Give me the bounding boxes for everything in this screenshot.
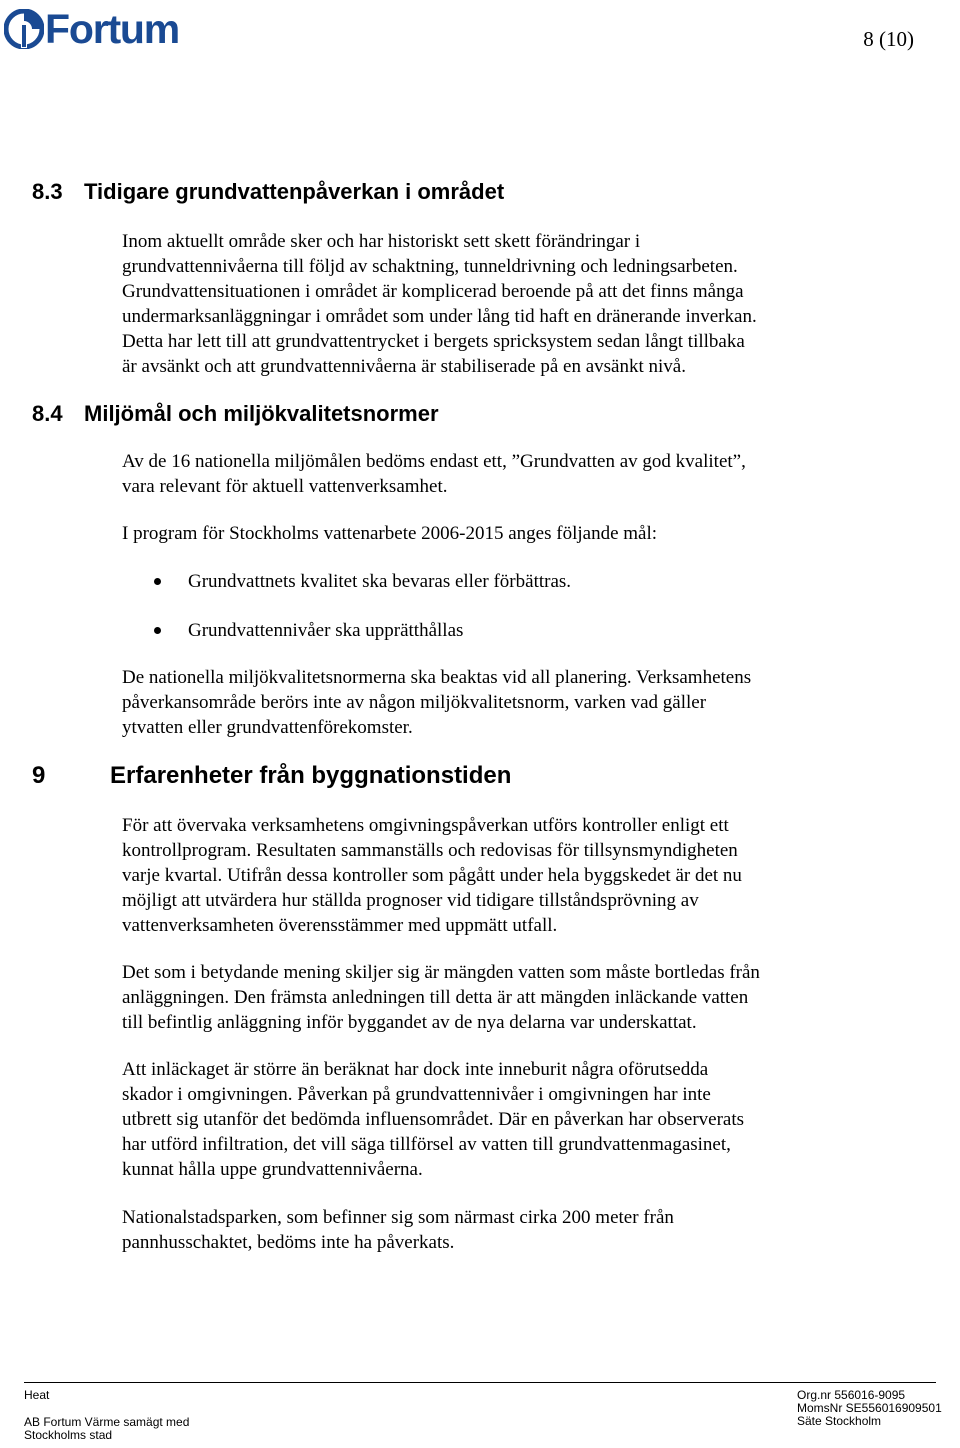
- section-heading-9: [32, 761, 511, 791]
- section-title: Erfarenheter från byggnationstiden: [110, 762, 512, 789]
- text-line: anläggningen. Den främsta anledningen till detta är att mängden inläckande vatten: [122, 987, 749, 1008]
- text-line: vattenverksamheten överensstämmer med uppmätt utfall.: [122, 915, 558, 936]
- text-line: undermarksanläggningar i området som under lång tid haft en dränerande inverkan.: [122, 306, 757, 327]
- list-item-text: Grundvattnets kvalitet ska bevaras eller förbättras.: [188, 571, 572, 592]
- text-line: till befintlig anläggning inför byggandet av de nya delarna var underskattat.: [122, 1012, 697, 1033]
- section-8-4-paragraph-1: [122, 449, 882, 499]
- footer-org-number: Org.nr 556016-9095: [797, 1388, 906, 1402]
- footer-right: [797, 1389, 942, 1428]
- footer-left: [24, 1389, 189, 1442]
- text-line: är avsänkt och att grundvattennivåerna är stabiliserade på en avsänkt nivå.: [122, 356, 686, 377]
- text-line: kunnat hålla uppe grundvattennivåerna.: [122, 1159, 423, 1180]
- text-line: varje kvartal. Utifrån dessa kontroller som pågått under hela byggskedet är det nu: [122, 865, 742, 886]
- text-line: Detta har lett till att grundvattentrycket i bergets spricksystem sedan långt tillbaka: [122, 331, 745, 352]
- list-item: [122, 618, 882, 643]
- section-number: 9: [32, 762, 46, 789]
- section-9-paragraph-4: [122, 1205, 882, 1255]
- footer-vat-number: MomsNr SE556016909501: [797, 1401, 942, 1415]
- text-line: vara relevant för aktuell vattenverksamhet.: [122, 476, 448, 497]
- text-line: För att övervaka verksamhetens omgivningspåverkan utförs kontroller enligt ett: [122, 815, 729, 836]
- text-line: De nationella miljökvalitetsnormerna ska beaktas vid all planering. Verksamhetens: [122, 667, 752, 688]
- text-line: pannhusschaktet, bedöms inte ha påverkats.: [122, 1232, 455, 1253]
- section-number: 8.4: [32, 401, 63, 426]
- text-line: Inom aktuellt område sker och har historiskt sett skett förändringar i: [122, 231, 641, 252]
- text-line: grundvattennivåerna till följd av schaktning, tunneldrivning och ledningsarbeten.: [122, 256, 738, 277]
- footer-company: AB Fortum Värme samägt med: [24, 1415, 190, 1429]
- section-title: Tidigare grundvattenpåverkan i området: [84, 179, 505, 204]
- section-8-3-paragraph: [122, 229, 882, 379]
- text-line: skador i omgivningen. Påverkan på grundvattennivåer i omgivningen har inte: [122, 1084, 711, 1105]
- section-8-4-paragraph-3: [122, 665, 882, 740]
- list-item-text: Grundvattennivåer ska upprätthållas: [188, 620, 464, 641]
- text-line: Grundvattensituationen i området är komplicerad beroende på att det finns många: [122, 281, 744, 302]
- fortum-logo-text: Fortum: [45, 6, 179, 52]
- goals-list: [122, 569, 882, 667]
- section-heading-8-4: [32, 400, 439, 428]
- section-number: 8.3: [32, 179, 63, 204]
- fortum-logo: [4, 6, 179, 52]
- text-line: har utförd infiltration, det vill säga tillförsel av vatten till grundvattenmagasinet,: [122, 1134, 731, 1155]
- fortum-logo-mark-icon: [4, 9, 44, 49]
- footer-division: Heat: [24, 1388, 50, 1402]
- section-9-paragraph-1: [122, 813, 882, 938]
- text-line: Det som i betydande mening skiljer sig är mängden vatten som måste bortledas från: [122, 962, 760, 983]
- text-line: ytvatten eller grundvattenförekomster.: [122, 717, 413, 738]
- footer-company-owner: Stockholms stad: [24, 1428, 113, 1442]
- section-9-paragraph-3: [122, 1057, 882, 1182]
- text-line: Nationalstadsparken, som befinner sig som närmast cirka 200 meter från: [122, 1207, 674, 1228]
- bullet-icon: [154, 578, 161, 585]
- footer-registered-office: Säte Stockholm: [797, 1414, 882, 1428]
- list-item: [122, 569, 882, 594]
- section-8-4-paragraph-2: [122, 521, 882, 546]
- section-heading-8-3: [32, 178, 504, 206]
- page-number: 8 (10): [863, 27, 914, 51]
- text-line: Att inläckaget är större än beräknat har dock inte inneburit några oförutsedda: [122, 1059, 709, 1080]
- bullet-icon: [154, 627, 161, 634]
- text-line: kontrollprogram. Resultaten sammanställs och redovisas för tillsynsmyndigheten: [122, 840, 738, 861]
- text-line: påverkansområde berörs inte av någon miljökvalitetsnorm, varken vad gäller: [122, 692, 707, 713]
- text-line: utbrett sig utanför det bedömda influensområdet. Där en påverkan har observerats: [122, 1109, 745, 1130]
- section-title: Miljömål och miljökvalitetsnormer: [84, 401, 439, 426]
- section-9-paragraph-2: [122, 960, 882, 1035]
- text-line: möjligt att utvärdera hur ställda prognoser vid tidigare tillståndsprövning av: [122, 890, 699, 911]
- footer-divider: [24, 1382, 936, 1383]
- text-line: I program för Stockholms vattenarbete 2006-2015 anges följande mål:: [122, 523, 658, 544]
- text-line: Av de 16 nationella miljömålen bedöms endast ett, ”Grundvatten av god kvalitet”,: [122, 451, 746, 472]
